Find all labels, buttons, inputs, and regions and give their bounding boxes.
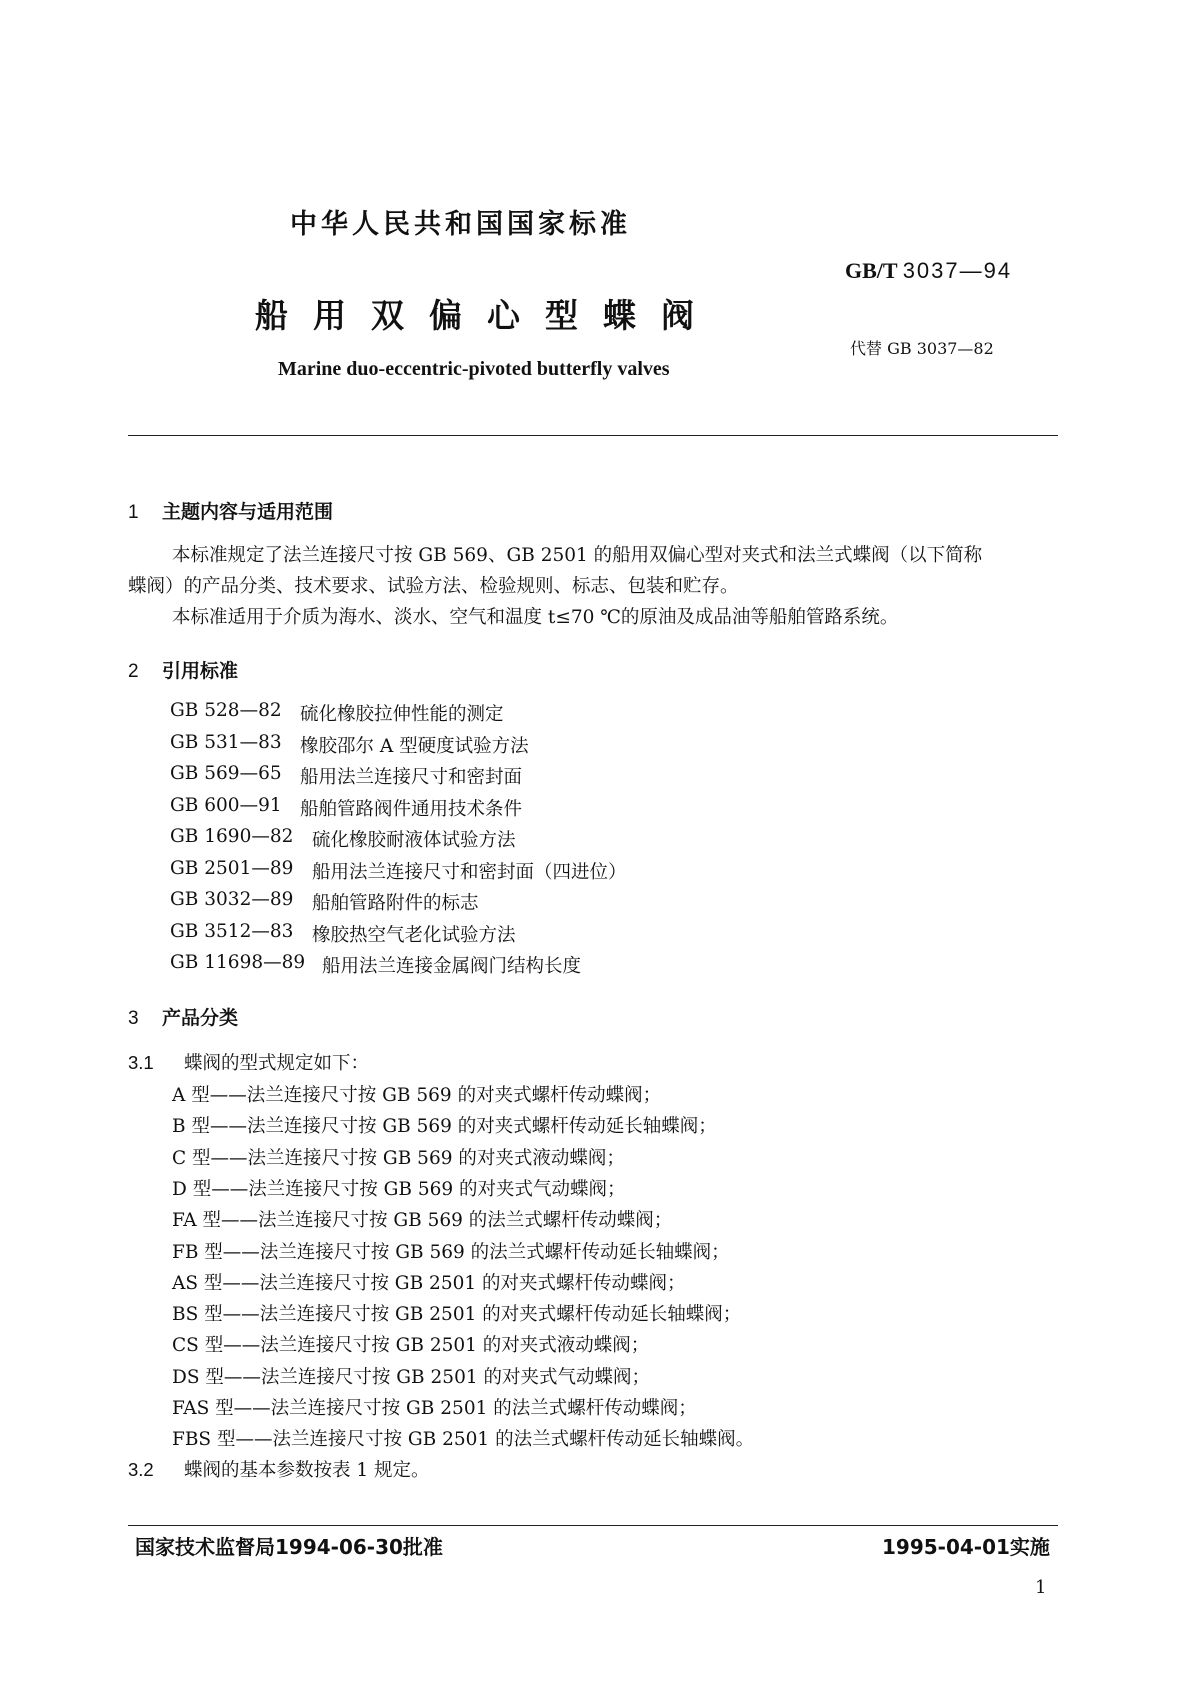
reference-code: GB 531—83: [170, 731, 282, 753]
reference-item: [170, 794, 523, 820]
section-title: 产品分类: [162, 1007, 239, 1029]
reference-code: GB 2501—89: [170, 857, 294, 879]
valve-type-item: DS 型——法兰连接尺寸按 GB 2501 的对夹式气动蝶阀；: [172, 1366, 650, 1388]
standard-number: 3037—94: [902, 258, 1013, 283]
section-number: 2: [128, 661, 139, 682]
reference-name: 船用法兰连接尺寸和密封面: [300, 767, 523, 788]
reference-item: [170, 889, 479, 914]
section-2-heading: [128, 656, 238, 683]
valve-type-item: A 型——法兰连接尺寸按 GB 569 的对夹式螺杆传动蝶阀；: [172, 1085, 662, 1106]
effective-date: 1995-04-01实施: [882, 1535, 1050, 1559]
valve-type-item: B 型——法兰连接尺寸按 GB 569 的对夹式螺杆传动延长轴蝶阀；: [172, 1116, 717, 1138]
reference-item: [170, 952, 582, 977]
reference-item: [170, 857, 627, 883]
section-3-heading: [128, 1003, 238, 1030]
valve-type-item: BS 型——法兰连接尺寸按 GB 2501 的对夹式螺杆传动延长轴蝶阀；: [172, 1304, 742, 1326]
reference-item: [170, 700, 504, 725]
document-title-cn: 船用双偏心型蝶阀: [255, 296, 719, 335]
valve-type-item: FA 型——法兰连接尺寸按 GB 569 的法兰式螺杆传动蝶阀；: [172, 1210, 673, 1232]
reference-name: 船用法兰连接金属阀门结构长度: [322, 956, 582, 977]
valve-type-item: CS 型——法兰连接尺寸按 GB 2501 的对夹式液动蝶阀；: [172, 1335, 650, 1357]
page-number: 1: [1035, 1577, 1047, 1598]
section-number: 3: [128, 1008, 139, 1029]
header-divider: [128, 435, 1058, 436]
replaces-standard: 代替 GB 3037—82: [850, 339, 994, 358]
standard-code: [845, 258, 1012, 284]
reference-name: 船舶管路附件的标志: [312, 893, 479, 914]
reference-name: 硫化橡胶耐液体试验方法: [312, 830, 516, 851]
section-1-para-2: 本标准适用于介质为海水、淡水、空气和温度 t≤70 ℃的原油及成品油等船舶管路系统。: [172, 607, 899, 628]
section-title: 引用标准: [162, 660, 239, 682]
approval-date: 国家技术监督局1994-06-30批准: [135, 1535, 443, 1559]
document-title-en: Marine duo-eccentric-pivoted butterfly valves: [278, 358, 670, 380]
valve-type-item: FAS 型——法兰连接尺寸按 GB 2501 的法兰式螺杆传动蝶阀；: [172, 1398, 697, 1419]
reference-name: 硫化橡胶拉伸性能的测定: [300, 704, 504, 725]
reference-code: GB 1690—82: [170, 826, 294, 847]
reference-code: GB 11698—89: [170, 952, 306, 973]
reference-name: 橡胶热空气老化试验方法: [312, 924, 516, 946]
valve-type-item: D 型——法兰连接尺寸按 GB 569 的对夹式气动蝶阀；: [172, 1178, 626, 1200]
section-number: 1: [128, 502, 139, 523]
section-1-para-1-line-2: 蝶阀）的产品分类、技术要求、试验方法、检验规则、标志、包装和贮存。: [128, 576, 739, 597]
clause-3-1: [128, 1049, 369, 1075]
valve-type-item: FBS 型——法兰连接尺寸按 GB 2501 的法兰式螺杆传动延长轴蝶阀。: [172, 1429, 755, 1451]
reference-name: 船舶管路阀件通用技术条件: [300, 798, 523, 820]
reference-item: [170, 920, 516, 946]
clause-text: 蝶阀的基本参数按表 1 规定。: [184, 1460, 430, 1481]
clause-number: 3.1: [128, 1052, 154, 1073]
reference-name: 橡胶邵尔 A 型硬度试验方法: [300, 735, 529, 757]
reference-code: GB 569—65: [170, 763, 282, 784]
clause-3-2: [128, 1456, 430, 1482]
reference-code: GB 3032—89: [170, 889, 294, 910]
section-1-para-1-line-1: 本标准规定了法兰连接尺寸按 GB 569、GB 2501 的船用双偏心型对夹式和法兰式蝶阀（以下简称: [172, 545, 983, 566]
reference-name: 船用法兰连接尺寸和密封面（四进位）: [312, 861, 627, 883]
reference-code: GB 600—91: [170, 794, 282, 816]
valve-type-item: FB 型——法兰连接尺寸按 GB 569 的法兰式螺杆传动延长轴蝶阀；: [172, 1241, 730, 1263]
reference-item: [170, 731, 529, 757]
reference-item: [170, 826, 516, 851]
reference-code: GB 528—82: [170, 700, 282, 721]
clause-number: 3.2: [128, 1459, 154, 1480]
footer-divider: [128, 1525, 1058, 1526]
section-title: 主题内容与适用范围: [162, 501, 334, 523]
valve-type-item: C 型——法兰连接尺寸按 GB 569 的对夹式液动蝶阀；: [172, 1147, 625, 1169]
clause-text: 蝶阀的型式规定如下：: [184, 1053, 370, 1074]
section-1-heading: [128, 497, 333, 524]
standard-prefix: GB/T: [845, 258, 898, 283]
reference-code: GB 3512—83: [170, 920, 294, 942]
valve-type-item: AS 型——法兰连接尺寸按 GB 2501 的对夹式螺杆传动蝶阀；: [172, 1272, 686, 1294]
reference-item: [170, 763, 523, 788]
country-standard-heading: 中华人民共和国国家标准: [290, 209, 631, 240]
